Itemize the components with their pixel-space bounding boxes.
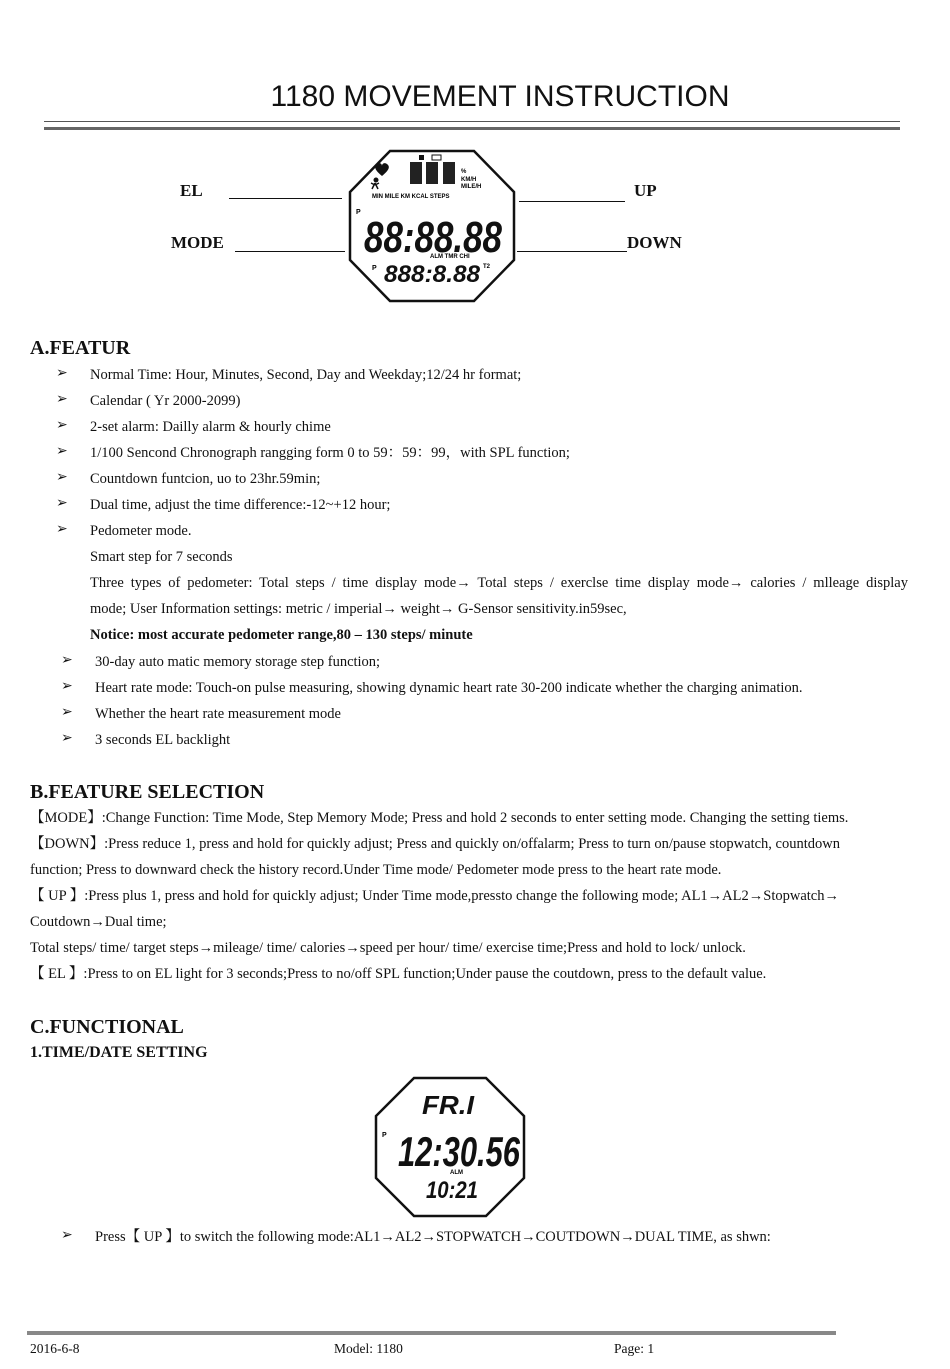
lcd-p-indicator-bottom: P (372, 265, 377, 272)
lcd-p-indicator: P (356, 209, 361, 216)
bullet-icon: ➢ (61, 705, 73, 720)
lcd-row-labels: MIN MILE KM KCAL STEPS (372, 194, 450, 200)
feature-item: 3 seconds EL backlight (95, 732, 231, 748)
bullet-icon: ➢ (61, 679, 73, 694)
button-description: 【 UP 】:Press plus 1, press and hold for quickly adjust; Under Time mode,pressto change the following mode; AL1→AL2→Stopwatch→ (30, 888, 839, 904)
leader-el (229, 198, 342, 199)
feature-item: Heart rate mode: Touch-on pulse measuring, showing dynamic heart rate 30-200 indicate whether the charging animation. (95, 680, 803, 696)
pedometer-detail: Smart step for 7 seconds (90, 549, 233, 565)
bullet-icon: ➢ (56, 444, 68, 459)
lcd2-alm: ALM (450, 1170, 463, 1176)
bullet-icon: ➢ (61, 731, 73, 746)
feature-item: Normal Time: Hour, Minutes, Second, Day and Weekday;12/24 hr format; (90, 367, 522, 383)
footer-date: 2016-6-8 (30, 1341, 80, 1356)
bullet-icon: ➢ (56, 366, 68, 381)
button-description: Total steps/ time/ target steps→mileage/ time/ calories→speed per hour/ time/ exercise time;Press and hold to lock/ unlock. (30, 940, 746, 956)
feature-item: 30-day auto matic memory storage step function; (95, 654, 381, 670)
feature-item: 1/100 Sencond Chronograph rangging form 0 to 59：59：99，with SPL function; (90, 445, 570, 461)
lcd-main-digits: 88:88.88 (364, 213, 503, 262)
lcd-bar-segment (410, 162, 422, 184)
lcd-t2-indicator: T2 (483, 264, 491, 270)
section-c-subheading: 1.TIME/DATE SETTING (30, 1044, 208, 1061)
lcd-bottom-digits: 888:8.88 (384, 261, 481, 288)
label-mode: MODE (171, 233, 224, 252)
pedometer-detail: mode; User Information settings: metric / imperial→ weight→ G-Sensor sensitivity.in59sec, (90, 601, 627, 617)
lcd2-p-indicator: P (382, 1132, 387, 1139)
button-description: 【DOWN】:Press reduce 1, press and hold for quickly adjust; Press and quickly on/offalarm; Press to turn on/pause stopwatch, countdown (30, 836, 840, 852)
runner-icon (374, 178, 379, 183)
footer-model: Model: 1180 (334, 1341, 403, 1356)
watch-display-diagram (346, 148, 518, 304)
lcd-unit-kmh: KM/H (461, 177, 477, 183)
lcd-unit-percent: % (461, 169, 467, 175)
feature-item: Dual time, adjust the time difference:-12~+12 hour; (90, 497, 391, 513)
lcd2-date: 10:21 (426, 1177, 478, 1204)
page-title: 1180 MOVEMENT INSTRUCTION (270, 80, 730, 113)
leader-up (519, 201, 625, 202)
footer-page: Page: 1 (614, 1341, 655, 1356)
button-description: function; Press to downward check the history record.Under Time mode/ Pedometer mode press to the heart rate mode. (30, 862, 722, 878)
section-a-heading: A.FEATUR (30, 337, 131, 359)
lock-icon (419, 155, 424, 160)
lcd-bar-segment (426, 162, 438, 184)
feature-item: Whether the heart rate measurement mode (95, 706, 341, 722)
button-description: Coutdown→Dual time; (30, 914, 167, 930)
lcd-sub-labels: ALM TMR CHI (430, 254, 470, 260)
feature-item: Calendar ( Yr 2000-2099) (90, 393, 241, 409)
bullet-icon: ➢ (56, 392, 68, 407)
label-el: EL (180, 181, 203, 200)
bullet-icon: ➢ (56, 470, 68, 485)
label-down: DOWN (627, 233, 682, 252)
label-up: UP (634, 181, 657, 200)
watch-time-display (374, 1076, 526, 1218)
button-description: 【MODE】:Change Function: Time Mode, Step Memory Mode; Press and hold 2 seconds to enter setting mode. Changing the setting tiems. (30, 810, 849, 826)
section-b-heading: B.FEATURE SELECTION (30, 781, 265, 803)
bullet-icon: ➢ (61, 653, 73, 668)
lcd-unit-mileh: MILE/H (461, 184, 482, 190)
feature-item: 2-set alarm: Dailly alarm & hourly chime (90, 419, 331, 435)
section-c-heading: C.FUNCTIONAL (30, 1016, 184, 1038)
feature-item: Pedometer mode. (90, 523, 192, 539)
bullet-icon: ➢ (56, 418, 68, 433)
bullet-icon: ➢ (61, 1228, 73, 1243)
button-description: 【 EL 】:Press to on EL light for 3 seconds;Press to no/off SPL function;Under pause the coutdown, press to the default value. (30, 966, 767, 982)
feature-item: Countdown funtcion, uo to 23hr.59min; (90, 471, 321, 487)
footer-rule (27, 1331, 836, 1335)
bullet-icon: ➢ (56, 496, 68, 511)
bullet-icon: ➢ (56, 522, 68, 537)
mode-switch-instruction: Press【 UP 】to switch the following mode:AL1→AL2→STOPWATCH→COUTDOWN→DUAL TIME, as shwn: (95, 1229, 771, 1245)
leader-mode (235, 251, 345, 252)
pedometer-notice: Notice: most accurate pedometer range,80 – 130 steps/ minute (90, 627, 473, 643)
lcd2-time: 12:30.56 (398, 1128, 521, 1175)
lcd-bar-segment (443, 162, 455, 184)
title-rule (44, 121, 900, 130)
lcd2-day: FR.I (422, 1090, 475, 1120)
leader-down (517, 251, 627, 252)
pedometer-detail: Three types of pedometer: Total steps / time display mode→ Total steps / exerclse time display mode→ calories / mlleage display (90, 575, 908, 591)
